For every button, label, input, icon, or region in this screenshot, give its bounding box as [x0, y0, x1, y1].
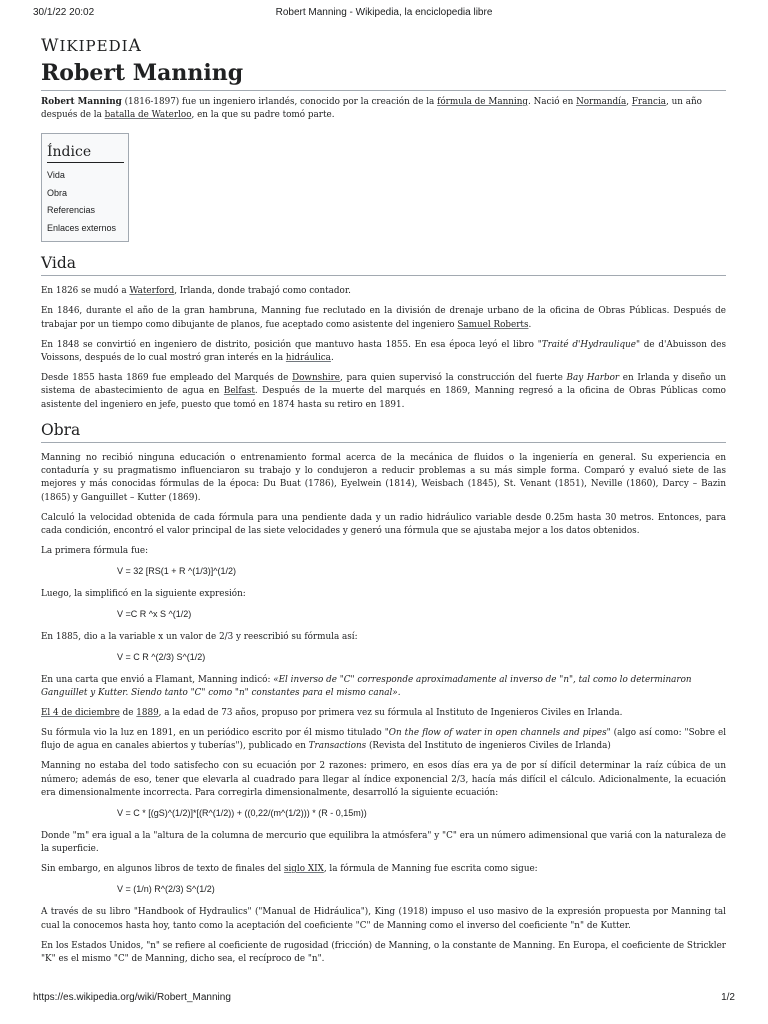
print-page-title: Robert Manning - Wikipedia, la enciclopedia libre [275, 7, 493, 18]
print-footer [0, 992, 768, 1012]
link-samuel-roberts[interactable]: Samuel Roberts [457, 319, 529, 330]
formula-4: V = C * [(gS)^(1/2)]*[(R^(1/2)) + ((0,22/(m^(1/2))) * (R - 0,15m)) [117, 807, 367, 818]
link-formula-manning[interactable]: fórmula de Manning [437, 97, 529, 107]
manning-quote: «El inverso de "C" corresponde aproximadamente al inverso de "n", tal como lo determinaron Ganguillet y Kutter. Siendo tanto "C" como "n" constantes para el mismo canal» [41, 674, 692, 699]
wikipedia-wordmark[interactable]: WIKIPEDIA [41, 36, 142, 56]
lead-bold-name: Robert Manning [41, 97, 122, 107]
obra-paragraph-9: Manning no estaba del todo satisfecho con su ecuación por 2 razones: primero, en esos días era ya de por sí difícil determinar la raíz cúbica de un número; además de eso, tener que elevarla al cuadrado para llegar al índice exponencial 2/3, hacía más difícil el cálculo. Adicionalmente, la ecuación era dimensionalmente incorrecta. Para corregirla dimensionalmente, desarrolló la siguiente ecuación: [41, 761, 726, 799]
link-batalla-waterloo[interactable]: batalla de Waterloo [104, 110, 192, 121]
print-header [0, 0, 768, 22]
obra-paragraph-3: La primera fórmula fue: [41, 546, 149, 556]
toc-item-referencias[interactable]: Referencias [47, 205, 96, 216]
formula-1: V = 32 [RS(1 + R ^(1/3)]^(1/2) [117, 565, 236, 576]
link-downshire[interactable]: Downshire [292, 372, 341, 383]
obra-paragraph-10: Donde "m" era igual a la "altura de la columna de mercurio que equilibra la atmósfera" y "C" era un número adimensional que variá con la naturaleza de la superficie. [41, 830, 726, 855]
article-content [41, 36, 726, 973]
link-francia[interactable]: Francia [631, 97, 667, 107]
section-heading-obra: Obra [41, 421, 726, 443]
vida-paragraph-3: En 1848 se convirtió en ingeniero de distrito, posición que mantuvo hasta 1855. En esa época leyó el libro "Traité d'Hydraulique" de d'Abuisson des Voissons, después de lo cual mostró gran interés en la hidráulica. [41, 339, 727, 363]
link-waterford[interactable]: Waterford [129, 286, 175, 297]
page-title: Robert Manning [41, 60, 726, 91]
toc-title: Índice [47, 144, 124, 163]
formula-2: V =C R ^x S ^(1/2) [117, 608, 192, 619]
obra-paragraph-4: Luego, la simplificó en la siguiente expresión: [41, 588, 246, 599]
obra-paragraph-12: A través de su libro "Handbook of Hydraulics" ("Manual de Hidráulica"), King (1918) impuso el uso masivo de la expresión propuesta por Manning tal cual la conocemos hasta hoy, tanto como la aceptación del coeficiente "C" de Manning como el inverso del coeficiente "n" de Kutter. [41, 907, 726, 931]
print-datetime: 30/1/22 20:02 [33, 7, 95, 18]
link-hidraulica[interactable]: hidráulica [285, 352, 331, 363]
toc-item-obra[interactable]: Obra [47, 187, 68, 198]
book-title: "Traité d'Hydraulique" [537, 339, 640, 350]
link-belfast[interactable]: Belfast [223, 386, 255, 397]
obra-paragraph-6: En una carta que envió a Flamant, Manning indicó: «El inverso de "C" corresponde aproximadamente al inverso de "n", tal como lo determinaron Ganguillet y Kutter. Siendo tanto "C" como "n" constantes para el mismo canal». [41, 674, 692, 699]
print-url: https://es.wikipedia.org/wiki/Robert_Manning [33, 992, 231, 1003]
obra-paragraph-5: En 1885, dio a la variable x un valor de 2/3 y reescribió su fórmula así: [41, 631, 358, 642]
obra-paragraph-1: Manning no recibió ninguna educación o entrenamiento formal acerca de la mecánica de fluidos o la ingeniería en general. Su experiencia en contaduría y su pragmatismo influenciaron su trabajo y lo condujeron a reducir problemas a su más simple forma. Comparó y evaluó siete de las mejores y más conocidas fórmulas de la época: Du Buat (1786), Eyelwein (1814), Weisbach (1845), St. Venant (1851), Neville (1860), Darcy – Bazin (1865) y Ganguillet – Kutter (1869). [41, 452, 726, 503]
obra-paragraph-13: En los Estados Unidos, "n" se refiere al coeficiente de rugosidad (fricción) de Manning, o la constante de Manning. En Europa, el coeficiente de Strickler "K" es el mismo "C" de Manning, dicho sea, el recíproco de "n". [41, 940, 726, 964]
link-4-diciembre[interactable]: El 4 de diciembre [41, 708, 120, 719]
vida-paragraph-2: En 1846, durante el año de la gran hambruna, Manning fue reclutado en la división de drenaje urbano de la oficina de Obras Públicas. Después de trabajar por un tiempo como dibujante de planos, fue aceptado como asistente del ingeniero Samuel Roberts. [41, 306, 726, 330]
link-siglo-xix[interactable]: siglo XIX [283, 864, 324, 875]
section-heading-vida: Vida [41, 254, 726, 276]
print-page-number: 1/2 [721, 992, 735, 1003]
formula-5: V = (1/n) R^(2/3) S^(1/2) [117, 884, 215, 895]
link-1889[interactable]: 1889 [136, 708, 159, 719]
formula-3: V = C R ^(2/3) S^(1/2) [117, 651, 206, 662]
obra-paragraph-2: Calculó la velocidad obtenida de cada fórmula para una pendiente dada y un radio hidráulico variable desde 0.25m hasta 30 metros. Entonces, para cada condición, encontró el valor principal de las siete velocidades y generó una fórmula que se ajustaba mejor a los datos obtenidos. [41, 512, 726, 537]
link-normandia[interactable]: Normandía [576, 97, 627, 107]
toc-item-vida[interactable]: Vida [47, 170, 65, 181]
toc-item-enlaces-externos[interactable]: Enlaces externos [47, 222, 117, 233]
obra-paragraph-8: Su fórmula vio la luz en 1891, en un periódico escrito por él mismo titulado "On the flow of water in open channels and pipes" (algo así como: "Sobre el flujo de agua en canales abiertos y tuberías"), publicado en Transactions (Revista del Instituto de ingenieros Civiles de Irlanda) [41, 727, 727, 752]
obra-paragraph-11: Sin embargo, en algunos libros de texto de finales del siglo XIX, la fórmula de Manning fue escrita como sigue: [41, 864, 538, 875]
vida-paragraph-1: En 1826 se mudó a Waterford, Irlanda, donde trabajó como contador. [41, 286, 351, 297]
obra-paragraph-7: El 4 de diciembre de 1889, a la edad de 73 años, propuso por primera vez su fórmula al Instituto de Ingenieros Civiles en Irlanda. [41, 708, 623, 719]
table-of-contents [41, 133, 129, 242]
lead-paragraph: Robert Manning (1816-1897) fue un ingeniero irlandés, conocido por la creación de la fórmula de Manning. Nació en Normandía, Francia, un año después de la batalla de Waterloo, en la que su padre tomó parte. [41, 97, 702, 121]
vida-paragraph-4: Desde 1855 hasta 1869 fue empleado del Marqués de Downshire, para quien supervisó la construcción del fuerte Bay Harbor en Irlanda y diseño un sistema de abastecimiento de agua en Belfast. Después de la muerte del marqués en 1869, Manning regresó a la oficina de Obras Públicas como asistente del ingeniero en jefe, puesto que tomó en 1874 hasta su retiro en 1891. [41, 372, 727, 410]
